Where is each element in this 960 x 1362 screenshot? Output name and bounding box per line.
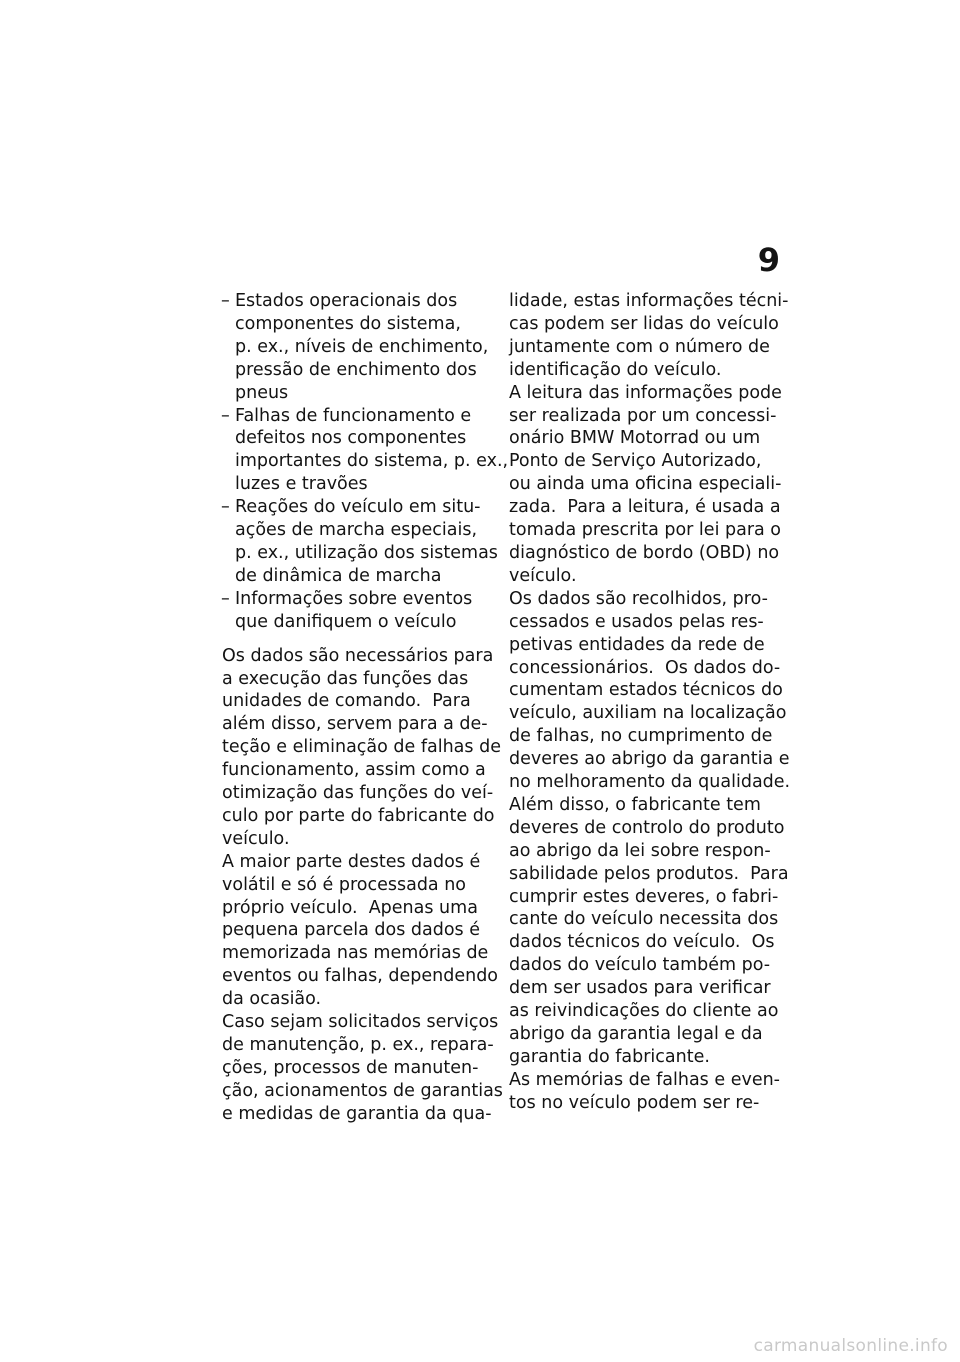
text-line: de falhas, no cumprimento de: [509, 726, 773, 747]
text-line: próprio veículo. Apenas uma: [222, 897, 478, 918]
text-line: diagnóstico de bordo (OBD) no: [509, 542, 780, 563]
text-line: p. ex., utilização dos sistemas: [235, 542, 498, 563]
text-line: A leitura das informações pode: [509, 382, 782, 403]
text-line: Reações do veículo em situ-: [235, 497, 481, 518]
text-line: volátil e só é processada no: [222, 874, 467, 895]
text-line: Falhas de funcionamento e: [235, 405, 472, 426]
text-line: de dinâmica de marcha: [235, 565, 442, 586]
text-line: petivas entidades da rede de: [509, 634, 765, 655]
text-line: abrigo da garantia legal e da: [509, 1024, 763, 1044]
text-line: Informações sobre eventos: [235, 588, 473, 609]
text-line: deveres ao abrigo da garantia e: [509, 749, 790, 770]
text-line: culo por parte do fabricante do: [222, 805, 495, 826]
text-line: onário BMW Motorrad ou um: [509, 428, 761, 449]
text-line: cumprir estes deveres, o fabri-: [509, 886, 779, 907]
text-line: importantes do sistema, p. ex.,: [235, 451, 509, 472]
text-line: as reivindicações do cliente ao: [509, 1001, 779, 1022]
text-line: da ocasião.: [222, 989, 322, 1010]
text-line: e medidas de garantia da qua-: [222, 1103, 492, 1124]
text-line: pequena parcela dos dados é: [222, 920, 480, 941]
text-line: a execução das funções das: [222, 668, 469, 689]
bullet-dash: –: [221, 497, 230, 518]
text-line: dados técnicos do veículo. Os: [509, 932, 775, 953]
text-line: tomada prescrita por lei para o: [509, 520, 782, 541]
page-number: 9: [757, 241, 780, 279]
text-line: ações de marcha especiais,: [235, 520, 478, 541]
text-line: cante do veículo necessita dos: [509, 909, 779, 930]
text-line: deveres de controlo do produto: [509, 817, 785, 838]
text-line: lidade, estas informações técni-: [509, 291, 789, 311]
text-line: veículo, auxiliam na localização: [509, 703, 787, 724]
text-line: concessionários. Os dados do-: [509, 657, 781, 678]
text-line: ção, acionamentos de garantias: [222, 1080, 503, 1101]
text-line: Estados operacionais dos: [235, 291, 458, 311]
text-line: tos no veículo podem ser re-: [509, 1092, 760, 1113]
text-line: Os dados são necessários para: [222, 645, 494, 666]
bullet-item: [221, 405, 509, 497]
text-line: teção e eliminação de falhas de: [222, 737, 501, 758]
text-line: juntamente com o número de: [509, 336, 770, 357]
text-line: p. ex., níveis de enchimento,: [235, 336, 489, 357]
text-line: que danifiquem o veículo: [235, 611, 457, 632]
text-line: Caso sejam solicitados serviços: [222, 1012, 499, 1033]
left-body-text: [222, 645, 503, 1126]
text-line: funcionamento, assim como a: [222, 760, 486, 781]
text-line: luzes e travões: [235, 474, 368, 495]
left-column: [221, 290, 509, 1126]
text-line: componentes do sistema,: [235, 313, 461, 334]
text-line: memorizada nas memórias de: [222, 943, 489, 964]
text-line: defeitos nos componentes: [235, 428, 467, 449]
text-line: além disso, servem para a de-: [222, 714, 488, 735]
text-line: no melhoramento da qualidade.: [509, 772, 791, 793]
bullet-item: [222, 290, 496, 405]
text-line: garantia do fabricante.: [509, 1046, 710, 1067]
bullet-dash: –: [221, 291, 230, 311]
text-line: zada. Para a leitura, é usada a: [509, 497, 781, 518]
text-line: Além disso, o fabricante tem: [509, 794, 761, 815]
text-line: veículo.: [222, 828, 290, 849]
text-line: A maior parte destes dados é: [222, 851, 481, 872]
text-line: eventos ou falhas, dependendo: [222, 966, 499, 987]
bullet-list: [221, 290, 509, 634]
site-watermark: carmanualsonline.info: [753, 1336, 948, 1356]
text-line: sabilidade pelos produtos. Para: [509, 863, 789, 884]
text-line: unidades de comando. Para: [222, 691, 471, 712]
text-line: cas podem ser lidas do veículo: [509, 313, 779, 334]
text-line: identificação do veículo.: [509, 359, 722, 380]
text-line: otimização das funções do veí-: [222, 783, 494, 804]
paragraph-gap: [222, 634, 496, 645]
text-line: pressão de enchimento dos: [235, 359, 477, 380]
text-line: de manutenção, p. ex., repara-: [222, 1035, 494, 1055]
text-line: pneus: [235, 382, 289, 403]
bullet-dash: –: [221, 588, 230, 609]
text-line: ções, processos de manuten-: [222, 1057, 479, 1078]
right-body-text: [509, 290, 791, 1115]
text-line: Os dados são recolhidos, pro-: [509, 588, 768, 609]
bullet-dash: –: [221, 405, 230, 426]
text-line: cumentam estados técnicos do: [509, 680, 783, 701]
text-line: As memórias de falhas e even-: [509, 1069, 780, 1090]
text-line: ser realizada por um concessi-: [509, 405, 777, 426]
text-line: veículo.: [509, 565, 577, 586]
text-line: cessados e usados pelas res-: [509, 611, 764, 632]
text-line: ao abrigo da lei sobre respon-: [509, 840, 771, 861]
bullet-item: [222, 588, 496, 634]
right-column: [509, 290, 791, 1115]
text-line: dados do veículo também po-: [509, 955, 771, 976]
text-line: dem ser usados para verificar: [509, 978, 771, 999]
text-line: ou ainda uma oficina especiali-: [509, 474, 782, 495]
text-line: Ponto de Serviço Autorizado,: [509, 451, 762, 472]
bullet-item: [222, 496, 496, 588]
